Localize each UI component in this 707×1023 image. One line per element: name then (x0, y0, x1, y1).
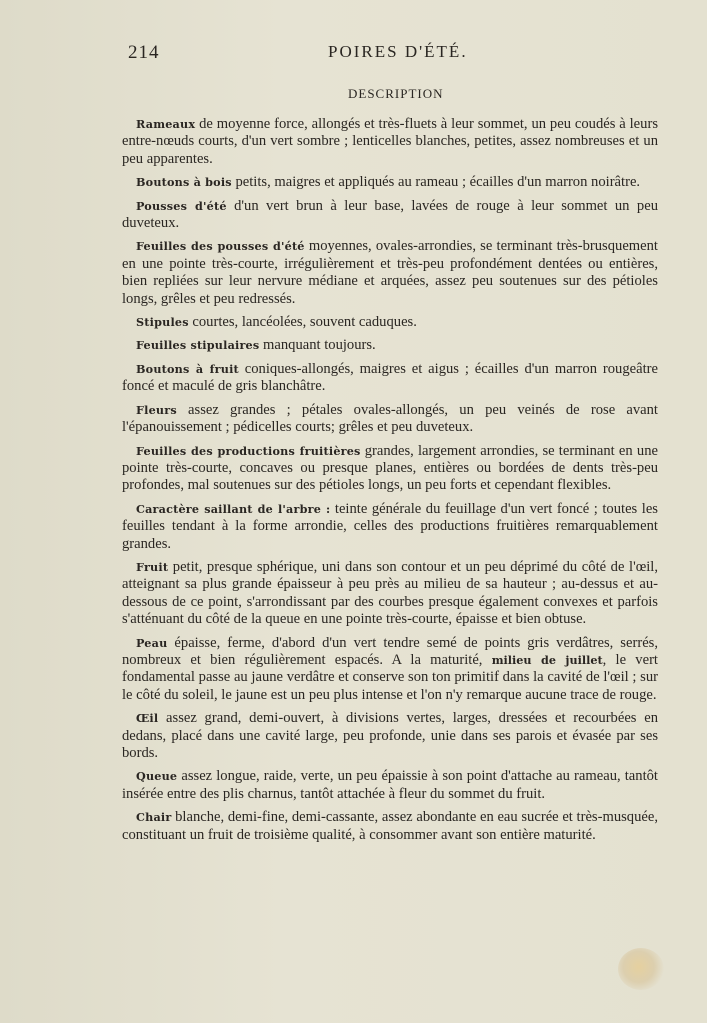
term: Feuilles stipulaires (136, 338, 260, 353)
paragraph-peau (122, 635, 658, 705)
term: Stipules (136, 315, 189, 330)
term: Rameaux (136, 117, 196, 131)
paragraph-text: assez longue, raide, verte, un peu épaissie à son point d'attache au rameau, tantôt insérée entre des plis charnus, tantôt attachée à fleur du sommet du fruit. (122, 768, 658, 802)
paragraph-text: teinte générale du feuillage d'un vert foncé ; toutes les feuilles tendant à la forme arrondie, celles des productions fruitières remarquablement grandes. (122, 500, 658, 552)
paragraph-text: grandes, largement arrondies, se terminant en une pointe très-courte, concaves ou presque planes, entières ou bordées de dents très-peu profondes, mal soutenues sur des pétioles longs, un peu forts et cependant flexibles. (122, 442, 658, 494)
paragraph-text: manquant toujours. (259, 337, 376, 354)
paragraph-text: assez grandes ; pétales ovales-allongés, un peu veinés de rose avant l'épanouissement ; pédicelles courts; grêles et peu duveteux. (122, 401, 658, 436)
paragraph-boutons-a-bois (122, 174, 658, 191)
paragraph-text: de moyenne force, allongés et très-fluets à leur sommet, un peu coudés à leurs entre-nœuds courts, d'un vert sombre ; lenticelles blanches, petites, assez nombreuses et un peu apparentes. (122, 116, 658, 167)
page-header (128, 38, 648, 68)
term: Boutons à fruit (136, 361, 239, 376)
paragraph-fleurs (122, 402, 658, 437)
paragraph-feuilles-stipulaires (122, 337, 658, 354)
paragraph-pousses-d-ete (122, 198, 658, 233)
paper-stain (618, 948, 664, 990)
paragraph-feuilles-des-productions (122, 443, 658, 495)
paragraph-text: petit, presque sphérique, uni dans son contour et un peu déprimé du côté de l'œil, atteignant sa plus grande épaisseur à peu près au milieu de sa hauteur ; au-dessus et au-dessous de ce point, s'arrondissant par des courbes presque également convexes et parfois s'atténuant du côté de la queue en une pointe très-courte, épaisse et bien obtuse. (122, 558, 658, 628)
paragraph-stipules (122, 314, 658, 331)
term: Pousses d'été (136, 198, 227, 213)
term: Boutons à bois (136, 175, 232, 190)
section-title: DESCRIPTION (348, 86, 444, 101)
term: Peau (136, 635, 168, 650)
paragraph-fruit (122, 559, 658, 629)
paragraph-caractere-saillant (122, 501, 658, 553)
term: Fruit (136, 559, 169, 574)
paragraph-text: moyennes, ovales-arrondies, se terminant très-brusquement en une pointe très-courte, irrégulièrement et très-peu profondément dentées ou entières, bien repliées sur leur nervure médiane et arquées, assez peu soutenues sur des pétioles longs, grêles et peu redressés. (122, 238, 658, 307)
paragraph-text: épaisse, ferme, d'abord d'un vert tendre semé de points gris verdâtres, serrés, nombreux et bien régulièrement espacés. A la maturité, (122, 634, 658, 668)
paragraph-text: , le vert fondamental passe au jaune verdâtre et conserve son ton primitif dans la cavité de l'œil ; sur le côté du soleil, le jaune est un peu plus intense et l'on n'y remarque aucune trace de rouge. (122, 651, 658, 703)
term: Feuilles des pousses d'été (136, 239, 305, 254)
page-number: 214 (128, 42, 160, 63)
term: Chair (136, 810, 172, 825)
bold-phrase: milieu de juillet (491, 652, 603, 667)
term: Œil (136, 711, 159, 726)
paragraph-oeil (122, 710, 658, 762)
term: Feuilles des productions fruitières (136, 443, 361, 458)
running-title: POIRES D'ÉTÉ. (328, 42, 468, 61)
term: Caractère saillant de l'arbre : (136, 501, 331, 516)
paragraph-text: blanche, demi-fine, demi-cassante, assez abondante en eau sucrée et très-musquée, constituant un fruit de troisième qualité, à consommer avant son entière maturité. (122, 809, 658, 843)
paragraph-text: assez grand, demi-ouvert, à divisions vertes, larges, dressées et recourbées en dedans, placé dans une cavité large, peu profonde, unie dans ses parois et évasée par ses bords. (122, 710, 658, 761)
paragraph-text: d'un vert brun à leur base, lavées de rouge à leur sommet un peu duveteux. (122, 197, 658, 232)
paragraph-chair (122, 809, 658, 844)
paragraph-boutons-a-fruit (122, 361, 658, 396)
paragraph-rameaux (122, 116, 658, 168)
paragraph-text: petits, maigres et appliqués au rameau ; écailles d'un marron noirâtre. (231, 174, 641, 191)
paragraph-queue (122, 768, 658, 803)
term: Fleurs (136, 402, 177, 417)
paragraph-text: coniques-allongés, maigres et aigus ; écailles d'un marron rougeâtre foncé et maculé de gris blanchâtre. (122, 360, 658, 395)
description-body (122, 116, 658, 850)
paragraph-feuilles-des-pousses (122, 238, 658, 308)
paragraph-text: courtes, lancéolées, souvent caduques. (188, 314, 417, 331)
term: Queue (136, 769, 178, 784)
